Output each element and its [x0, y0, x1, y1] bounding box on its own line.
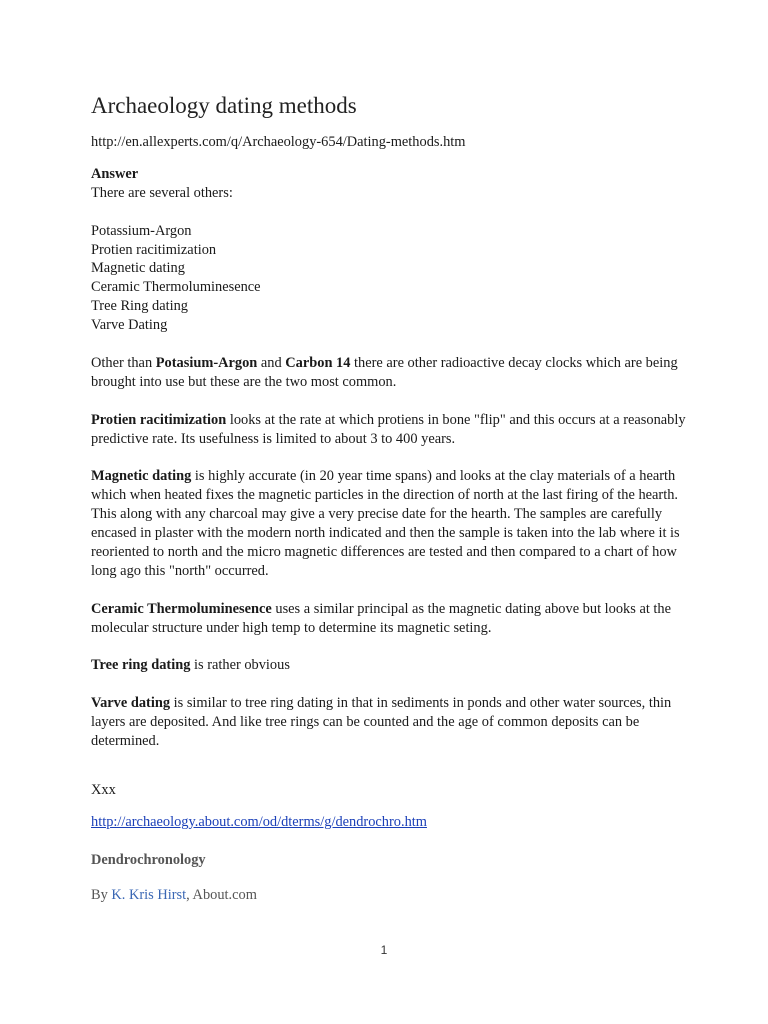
- list-item: Varve Dating: [91, 317, 168, 334]
- paragraph-ceramic: Ceramic Thermoluminesence uses a similar principal as the magnetic dating above but looks at the molecular structure under high temp to determine its magnetic seting.: [91, 600, 672, 636]
- section-heading: Dendrochronology: [91, 851, 206, 868]
- list-item: Magnetic dating: [91, 260, 185, 277]
- paragraph-other-clocks: Other than Potasium-Argon and Carbon 14 there are other radioactive decay clocks which are being brought into use but these are the two most common.: [91, 354, 678, 390]
- dendrochronology-link[interactable]: http://archaeology.about.com/od/dterms/g/dendrochro.htm: [91, 813, 427, 830]
- page-number: 1: [380, 943, 388, 957]
- source-url: http://en.allexperts.com/q/Archaeology-654/Dating-methods.htm: [91, 134, 466, 150]
- list-item: Protien racitimization: [91, 241, 217, 258]
- methods-list: [91, 222, 691, 335]
- document-page: [91, 92, 691, 923]
- list-item: Ceramic Thermoluminesence: [91, 279, 261, 296]
- paragraph-protien: Protien racitimization looks at the rate at which protiens in bone "flip" and this occurs at a reasonably predictive rate. Its usefulness is limited to about 3 to 400 years.: [91, 411, 686, 447]
- signoff-text: Xxx: [91, 781, 116, 798]
- intro-text: There are several others:: [91, 184, 233, 201]
- answer-label: Answer: [91, 165, 139, 182]
- document-title: Archaeology dating methods: [91, 93, 357, 118]
- paragraph-tree-ring: Tree ring dating is rather obvious: [91, 657, 290, 674]
- list-item: Tree Ring dating: [91, 298, 189, 315]
- byline: By K. Kris Hirst, About.com: [91, 886, 257, 903]
- paragraph-varve: Varve dating is similar to tree ring dating in that in sediments in ponds and other water sources, thin layers are deposited. And like tree rings can be counted and the age of common deposits can be determined.: [91, 695, 672, 749]
- paragraph-magnetic: Magnetic dating is highly accurate (in 20 year time spans) and looks at the clay materials of a hearth which when heated fixes the magnetic particles in the direction of north at the last firing of the hearth. This along with any charcoal may give a very precise date for the hearth. The samples are carefully encased in plaster with the modern north indicated and then the sample is taken into the lab where it is reoriented to north and the micro magnetic differences are tested and then compared to a chart of how long ago this "north" occurred.: [91, 468, 680, 579]
- list-item: Potassium-Argon: [91, 222, 192, 239]
- link-paragraph: [91, 813, 691, 832]
- author-link[interactable]: K. Kris Hirst: [111, 886, 187, 903]
